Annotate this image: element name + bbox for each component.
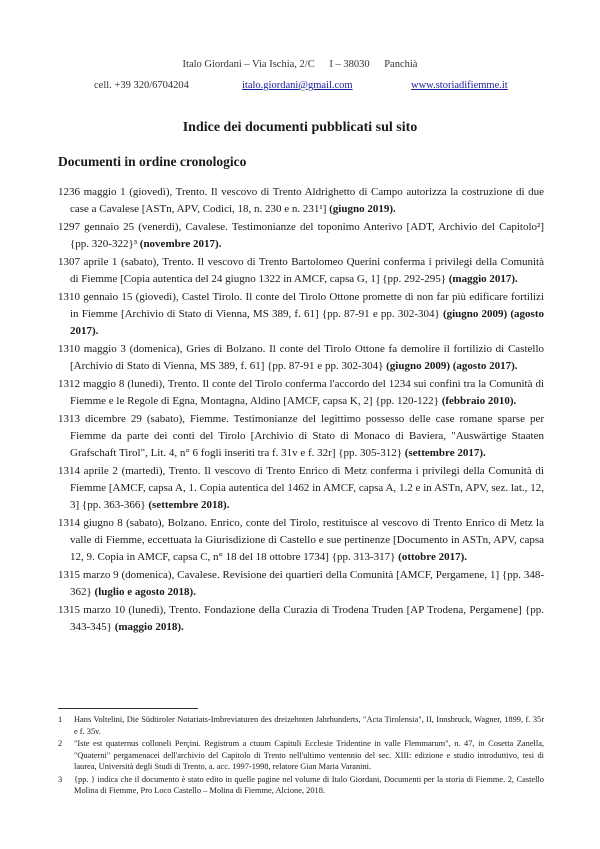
footnote-number: 3 <box>58 774 63 784</box>
list-item <box>58 184 544 218</box>
footnote-divider <box>58 708 198 709</box>
publication-date: (giugno 2019). <box>329 203 396 215</box>
footnote-number: 1 <box>58 715 63 724</box>
entry-text: 1310 maggio 3 (domenica), Gries di Bolzano. Il conte del Tirolo Ottone fa demolire il fortilizio di Castello [Archivio di Stato di Vienna, MS 389, f. 61] {pp. 87-91 e pp. 302-304} <box>58 343 544 372</box>
author-address: Italo Giordani – Via Ischia, 2/C <box>182 59 315 70</box>
publication-date: (giugno 2009) (agosto 2017). <box>386 360 518 372</box>
footnote-text: {pp. } indica che il documento è stato edito in quelle pagine nel volume di Italo Giordani, Documenti per la storia di Fiemme. 2, Castello Molina di Fiemme, Pro Loco Castello – Molina di Fiemme, Alcione, 2018. <box>74 774 544 795</box>
publication-date: (maggio 2018). <box>114 621 184 633</box>
publication-date: (maggio 2017). <box>448 273 518 285</box>
email-link[interactable]: italo.giordani@gmail.com <box>242 80 353 91</box>
document-list <box>58 184 544 637</box>
list-item <box>58 219 544 253</box>
footnotes <box>58 708 544 798</box>
footnote <box>58 714 544 737</box>
letterhead-address <box>0 59 600 70</box>
footnote <box>58 738 544 773</box>
publication-date: (giugno 2009) (agosto 2017). <box>70 308 544 337</box>
entry-text: 1297 gennaio 25 (venerdì), Cavalese. Testimonianze del toponimo Anterivo [ADT, Archivio del Capitolo²] {pp. 320-322}³ <box>58 221 544 250</box>
list-item <box>58 567 544 601</box>
publication-date: (novembre 2017). <box>139 238 222 250</box>
entry-text: 1315 marzo 10 (lunedì), Trento. Fondazione della Curazia di Trodena Truden [AP Trodena, Pergamene] {pp. 343-345} <box>58 604 544 633</box>
footnote-text: Hans Voltelini, Die Südtiroler Notariats-Imbreviaturen des dreizehnten Jahrhunderts, "Acta Tirolensia", II, Innsbruck, Wagner, 1899, f. 35r e f. 35v. <box>74 715 544 736</box>
phone-number: cell. +39 320/6704204 <box>94 80 189 91</box>
section-title: Documenti in ordine cronologico <box>58 154 247 169</box>
list-item <box>58 289 544 340</box>
list-item <box>58 411 544 462</box>
entry-text: 1236 maggio 1 (giovedì), Trento. Il vescovo di Trento Aldrighetto di Campo autorizza la costruzione di due case a Cavalese [ASTn, APV, Codici, 18, n. 230 e n. 231¹] <box>58 186 544 215</box>
entry-text: 1313 dicembre 29 (sabato), Fiemme. Testimonianze del legittimo possesso delle case romane sparse per Fiemme da parte dei conti del Tirolo [Archivio di Stato di Monaco di Baviera, "Auswärtige Staaten Grafschaft Tirol", Lit. 4, n° 6 fogli inseriti tra f. 31v e f. 32r] {pp. 305-312} <box>58 413 544 459</box>
document-title: Indice dei documenti pubblicati sul sito <box>182 120 418 135</box>
list-item <box>58 254 544 288</box>
publication-date: (ottobre 2017). <box>398 551 468 563</box>
footnote-text: "Iste est quaternus colloneli Perçini. Registrum a ctuum Capituli Ecclesie Tridentine in valle Flemmarum", n. 47, in Cosetta Zanella, "Quaterni" pergamenacei dell'archivio del Capitolo di Trento nell'ultimo ventennio del sec. XIII: edizione e studio introduttivo, tesi di laurea, Università degli Studi di Trento, a. acc. 1997-1998, relatore Gian Maria Varanini. <box>74 739 544 771</box>
entry-text: 1314 aprile 2 (martedì), Trento. Il vescovo di Trento Enrico di Metz conferma i privilegi della Comunità di Fiemme [AMCF, capsa A, 1. Copia autentica del 1462 in AMCF, capsa A, 1.2 e in ASTn, APV, sez. lat., 12, 3] {pp. 363-366} <box>58 465 544 511</box>
list-item <box>58 341 544 375</box>
postal-code: I – 38030 <box>329 59 370 70</box>
publication-date: (febbraio 2010). <box>441 395 517 407</box>
list-item <box>58 515 544 566</box>
entry-text: 1315 marzo 9 (domenica), Cavalese. Revisione dei quartieri della Comunità [AMCF, Pergamene, 1] {pp. 348-362} <box>58 569 544 598</box>
publication-date: (settembre 2018). <box>148 499 230 511</box>
list-item <box>58 376 544 410</box>
entry-text: 1312 maggio 8 (lunedì), Trento. Il conte del Tirolo conferma l'accordo del 1234 sui confini tra la Comunità di Fiemme e le Regole di Egna, Montagna, Aldino [AMCF, capsa K, 2] {pp. 120-122} <box>58 378 544 407</box>
list-item <box>58 602 544 636</box>
website-link[interactable]: www.storiadifiemme.it <box>411 80 508 91</box>
publication-date: (luglio e agosto 2018). <box>94 586 196 598</box>
entry-text: 1307 aprile 1 (sabato), Trento. Il vescovo di Trento Bartolomeo Querini conferma i privilegi della Comunità di Fiemme [Copia autentica del 24 giugno 1322 in AMCF, capsa G, 1] {pp. 292-295} <box>58 256 544 285</box>
footnote-number: 2 <box>58 739 63 748</box>
publication-date: (settembre 2017). <box>404 447 486 459</box>
entry-text: 1314 giugno 8 (sabato), Bolzano. Enrico, conte del Tirolo, restituisce al vescovo di Trento Enrico di Metz la valle di Fiemme, eccettuata la Giurisdizione di Castello e sue pertinenze [Documento in ASTn, APV, capsa 12, 9. Copia in AMCF, capsa C, n° 18 del 18 ottobre 1734] {pp. 313-317} <box>58 517 544 563</box>
footnote <box>58 774 544 797</box>
list-item <box>58 463 544 514</box>
entry-text: 1310 gennaio 15 (giovedì), Castel Tirolo. Il conte del Tirolo Ottone promette di non far più edificare fortilizi in Fiemme [Archivio di Stato di Vienna, MS 389, f. 61] {pp. 87-91 e pp. 302-304} <box>58 291 544 320</box>
town: Panchià <box>384 59 418 70</box>
